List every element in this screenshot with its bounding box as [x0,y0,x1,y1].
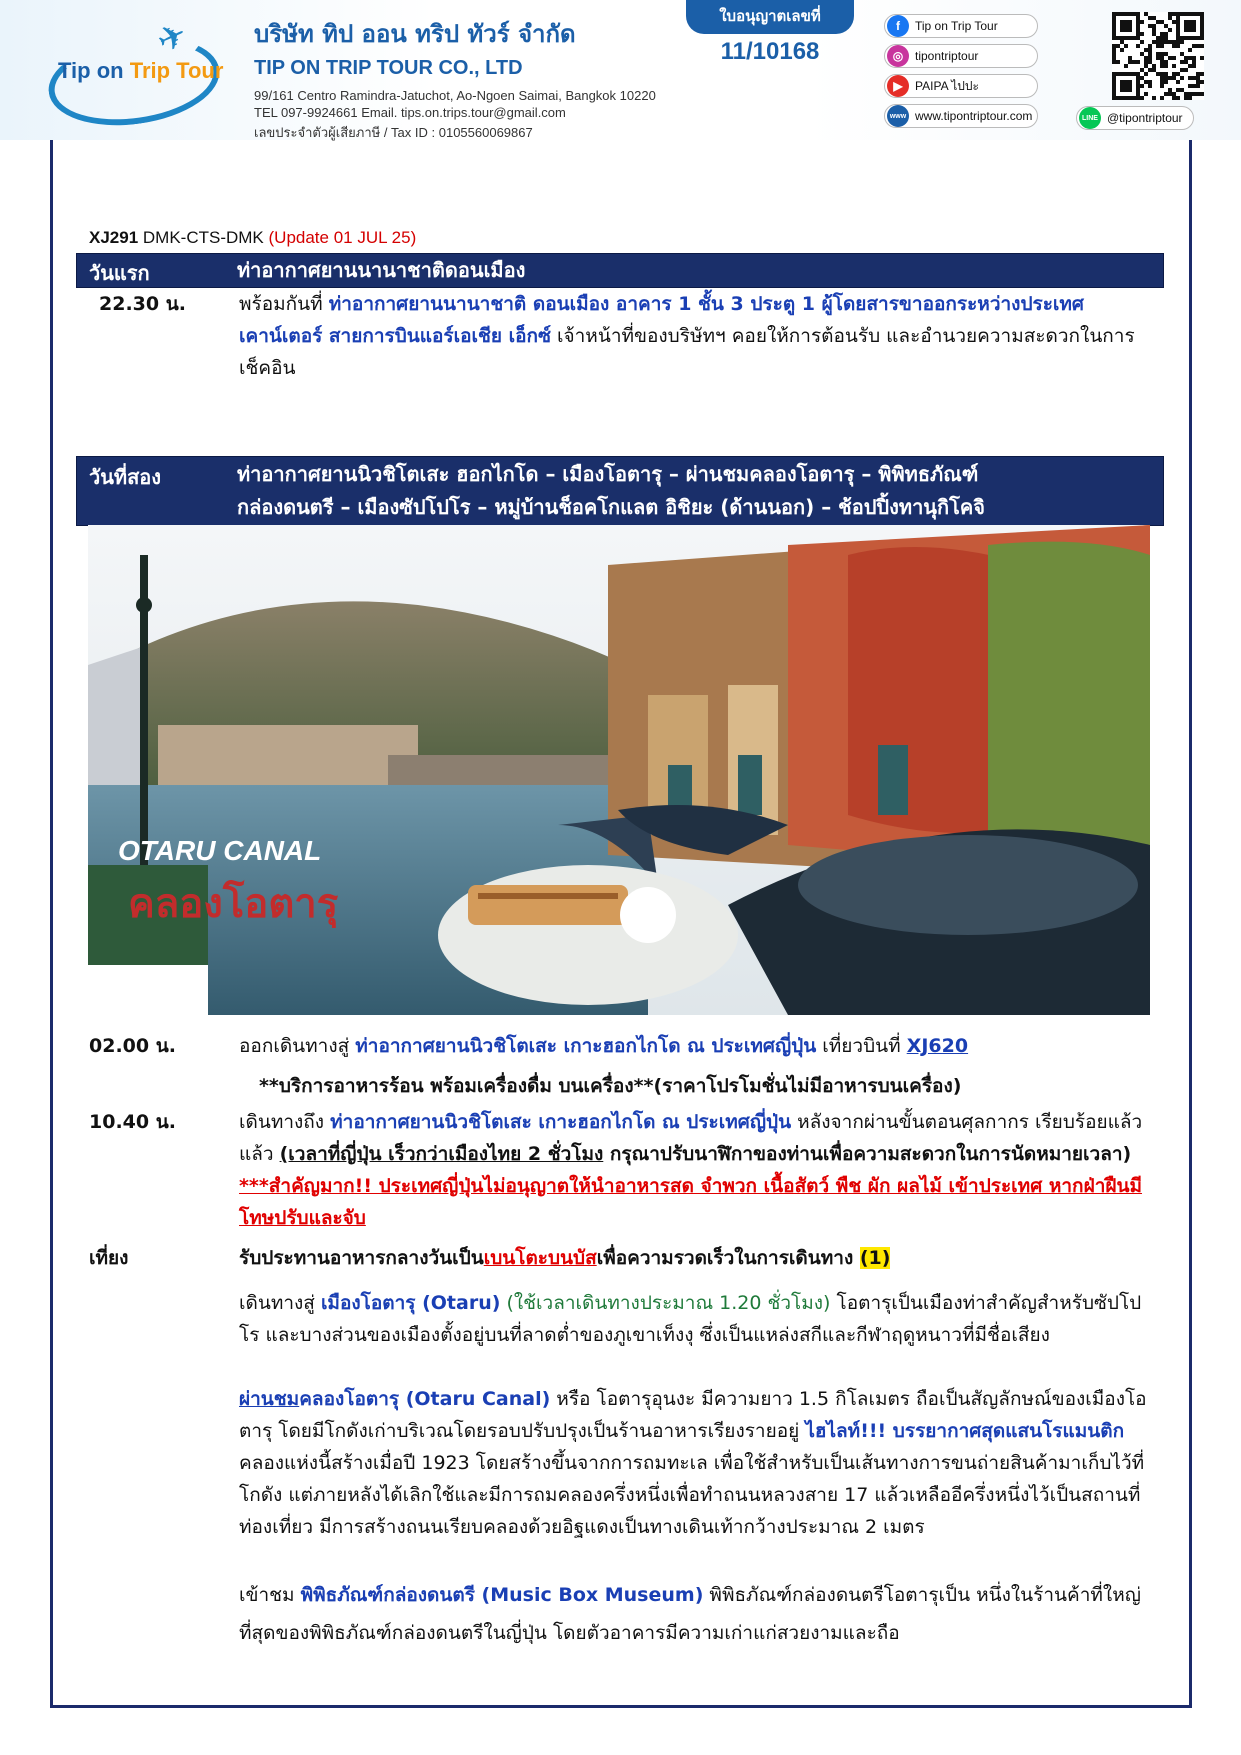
company-address: 99/161 Centro Ramindra-Jatuchot, Ao-Ngoen Saimai, Bangkok 10220 [254,88,656,103]
social-link[interactable] [884,44,1038,68]
line-id: @tipontriptour [1107,111,1183,125]
lunch-time: เที่ยง [89,1247,129,1269]
day1-desc: พร้อมกันที่ ท่าอากาศยานนานาชาติ ดอนเมือง อาคาร 1 ชั้น 3 ประตู 1 ผู้โดยสารขาออกระหว่างประเทศ เคาน์เตอร์ สายการบินแอร์เอเชีย เอ็กซ์ เจ้าหน้าที่ของบริษัทฯ คอยให้การต้อนรับ และอำนวยความสะดวกในการเช็คอิน [239,293,1135,379]
youtube-icon: ▶ [887,75,909,97]
instagram-icon: ◎ [887,45,909,67]
facebook-icon: f [887,15,909,37]
license-badge [686,0,854,65]
day2-header [76,456,1164,526]
flight-route: DMK-CTS-DMK [138,228,269,247]
departure-desc: ออกเดินทางสู่ ท่าอากาศยานนิวชิโตเสะ เกาะฮอกไกโด ณ ประเทศญี่ปุ่น เที่ยวบินที่ XJ620 [239,1035,969,1057]
lunch-desc: รับประทานอาหารกลางวันเป็นเบนโตะบนบัสเพื่อความรวดเร็วในการเดินทาง (1) [239,1247,891,1269]
company-info [254,14,656,143]
social-link[interactable] [884,104,1038,128]
license-number: 11/10168 [720,38,820,65]
social-link[interactable] [884,14,1038,38]
departure-time: 02.00 น. [89,1035,176,1057]
company-contact: TEL 097-9924661 Email. tips.on.trips.tour@gmail.com [254,105,566,120]
line-contact[interactable] [1076,106,1194,130]
photo-illustration [88,525,1150,1015]
flight-link[interactable]: XJ620 [906,1035,969,1057]
arrival-time: 10.40 น. [89,1111,176,1133]
social-links [884,14,1038,134]
company-name-thai: บริษัท ทิป ออน ทริป ทัวร์ จำกัด [254,20,576,48]
update-date: (Update 01 JUL 25) [268,228,417,247]
line-icon: LINE [1079,107,1101,129]
day1-header [76,253,1164,288]
logo-wordmark: Tip on Trip Tour [58,58,224,83]
social-label: www.tipontriptour.com [915,109,1033,123]
day2-label: วันที่สอง [89,465,162,489]
flight-info [89,228,416,248]
social-label: PAIPA ไปปะ [915,78,979,93]
social-label: tipontriptour [915,49,979,63]
company-tax-id: เลขประจำตัวผู้เสียภาษี / Tax ID : 0105560069867 [254,125,533,140]
otaru-canal-photo [88,525,1150,1015]
airplane-icon: ✈ [150,13,194,63]
social-link[interactable] [884,74,1038,98]
company-logo [40,12,230,124]
flight-code: XJ291 [89,228,139,247]
day2-title-line2: กล่องดนตรี – เมืองซัปโปโร – หมู่บ้านช็อคโกแลต อิชิยะ (ด้านนอก) – ช้อปปิ้งทานุกิโคจิ [237,495,985,519]
day1-time: 22.30 น. [99,293,186,315]
day1-label: วันแรก [89,261,150,285]
day2-title-line1: ท่าอากาศยานนิวชิโตเสะ ฮอกไกโด – เมืองโอตารุ – ผ่านชมคลองโอตารุ – พิพิทธภัณฑ์ [237,462,979,486]
otaru-caption-th: คลองโอตารุ [128,881,339,927]
letterhead [0,0,1241,140]
arrival-desc: เดินทางถึง ท่าอากาศยานนิวชิโตเสะ เกาะฮอกไกโด ณ ประเทศญี่ปุ่น หลังจากผ่านขั้นตอนศุลกากร เรียบร้อยแล้ว แล้ว (เวลาที่ญี่ปุ่น เร็วกว่าเมืองไทย 2 ชั่วโมง กรุณาปรับนาฬิกาของท่านเพื่อความสะดวกในการนัดหมายเวลา) ***สำคัญมาก!! ประเทศญี่ปุ่นไม่อนุญาตให้นำอาหารสด จำพวก เนื้อสัตว์ พืช ผัก ผลไม้ เข้าประเทศ หากฝ่าฝืนมีโทษปรับและจับ [239,1111,1143,1229]
otaru-caption-en: OTARU CANAL [118,835,322,866]
web-icon: www [887,105,909,127]
company-name-english: TIP ON TRIP TOUR CO., LTD [254,57,523,79]
qr-code[interactable] [1112,12,1204,100]
social-label: Tip on Trip Tour [915,19,998,33]
day1-title: ท่าอากาศยานนานาชาติดอนเมือง [237,258,526,282]
license-label: ใบอนุญาตเลขที่ [686,0,854,34]
